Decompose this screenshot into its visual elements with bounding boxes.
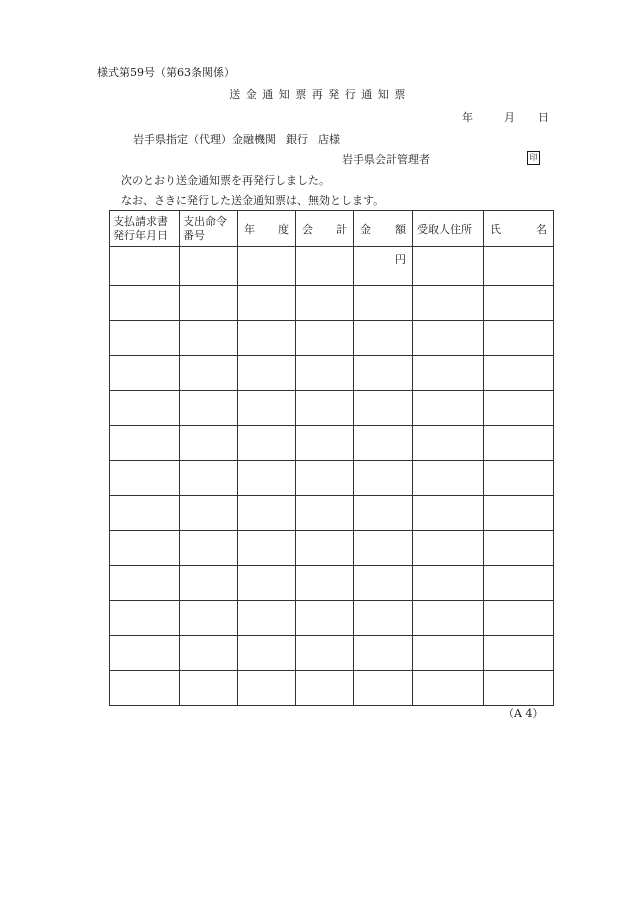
cell-fiscal-year[interactable] <box>238 286 296 321</box>
cell-fiscal-year[interactable] <box>238 671 296 706</box>
header-payment-request-date: 支払請求書 発行年月日 <box>110 211 180 247</box>
cell-name[interactable] <box>484 356 554 391</box>
cell-fiscal-year[interactable] <box>238 426 296 461</box>
table-row <box>110 321 554 356</box>
cell-account[interactable] <box>296 671 354 706</box>
body-text-2: なお、さきに発行した送金通知票は、無効とします。 <box>121 194 385 207</box>
cell-recipient-address[interactable] <box>413 601 484 636</box>
addressee-bank: 銀行 <box>286 133 308 146</box>
cell-account[interactable] <box>296 247 354 286</box>
cell-recipient-address[interactable] <box>413 321 484 356</box>
cell-amount[interactable] <box>354 601 413 636</box>
header-account: 会 計 <box>296 211 354 247</box>
cell-name[interactable] <box>484 636 554 671</box>
cell-recipient-address[interactable] <box>413 356 484 391</box>
cell-recipient-address[interactable] <box>413 286 484 321</box>
table-body <box>110 247 554 706</box>
cell-payment-request-date[interactable] <box>110 461 180 496</box>
cell-fiscal-year[interactable] <box>238 636 296 671</box>
date-line <box>462 111 549 125</box>
cell-payment-request-date[interactable] <box>110 566 180 601</box>
cell-account[interactable] <box>296 426 354 461</box>
table-row <box>110 426 554 461</box>
cell-recipient-address[interactable] <box>413 247 484 286</box>
header-order-number: 支出命令 番号 <box>180 211 238 247</box>
cell-payment-request-date[interactable] <box>110 496 180 531</box>
cell-payment-request-date[interactable] <box>110 671 180 706</box>
cell-amount[interactable] <box>354 426 413 461</box>
cell-account[interactable] <box>296 496 354 531</box>
cell-order-number[interactable] <box>180 286 238 321</box>
cell-account[interactable] <box>296 566 354 601</box>
cell-payment-request-date[interactable] <box>110 636 180 671</box>
cell-order-number[interactable] <box>180 356 238 391</box>
cell-recipient-address[interactable] <box>413 426 484 461</box>
cell-amount[interactable] <box>354 461 413 496</box>
cell-account[interactable] <box>296 461 354 496</box>
cell-order-number[interactable] <box>180 426 238 461</box>
form-number: 様式第59号（第63条関係） <box>97 66 235 79</box>
cell-name[interactable] <box>484 671 554 706</box>
cell-name[interactable] <box>484 286 554 321</box>
table-row <box>110 286 554 321</box>
cell-fiscal-year[interactable] <box>238 601 296 636</box>
table-row <box>110 636 554 671</box>
cell-name[interactable] <box>484 531 554 566</box>
cell-account[interactable] <box>296 356 354 391</box>
table-row <box>110 461 554 496</box>
header-amount: 金 額 <box>354 211 413 247</box>
yen-unit: 円 <box>395 253 406 266</box>
header-fiscal-year: 年 度 <box>238 211 296 247</box>
cell-payment-request-date[interactable] <box>110 391 180 426</box>
table-header-row <box>110 211 554 247</box>
cell-order-number[interactable] <box>180 601 238 636</box>
addressee-institution: 岩手県指定（代理）金融機関 <box>133 133 276 146</box>
cell-name[interactable] <box>484 247 554 286</box>
cell-amount[interactable] <box>354 321 413 356</box>
header-recipient-address: 受取人住所 <box>413 211 484 247</box>
cell-name[interactable] <box>484 321 554 356</box>
cell-amount[interactable] <box>354 531 413 566</box>
sender-name: 岩手県会計管理者 <box>342 153 430 166</box>
cell-payment-request-date[interactable] <box>110 426 180 461</box>
cell-order-number[interactable] <box>180 531 238 566</box>
date-month-label: 月 <box>504 111 515 124</box>
cell-order-number[interactable] <box>180 496 238 531</box>
cell-name[interactable] <box>484 601 554 636</box>
cell-amount[interactable] <box>354 286 413 321</box>
cell-order-number[interactable] <box>180 636 238 671</box>
table-row <box>110 391 554 426</box>
table-row <box>110 671 554 706</box>
date-day-label: 日 <box>538 111 549 124</box>
cell-name[interactable] <box>484 496 554 531</box>
reissue-table <box>109 210 554 706</box>
cell-amount[interactable] <box>354 671 413 706</box>
cell-fiscal-year[interactable] <box>238 566 296 601</box>
body-text-1: 次のとおり送金通知票を再発行しました。 <box>121 174 330 187</box>
cell-order-number[interactable] <box>180 671 238 706</box>
cell-account[interactable] <box>296 391 354 426</box>
seal-mark: 印 <box>527 151 540 165</box>
cell-payment-request-date[interactable] <box>110 601 180 636</box>
cell-name[interactable] <box>484 426 554 461</box>
paper-size-label: （A 4） <box>503 707 544 720</box>
cell-fiscal-year[interactable] <box>238 496 296 531</box>
cell-name[interactable] <box>484 391 554 426</box>
cell-account[interactable] <box>296 321 354 356</box>
cell-payment-request-date[interactable] <box>110 321 180 356</box>
cell-recipient-address[interactable] <box>413 391 484 426</box>
cell-recipient-address[interactable] <box>413 461 484 496</box>
cell-fiscal-year[interactable] <box>238 321 296 356</box>
addressee-branch: 店様 <box>318 133 340 146</box>
cell-amount[interactable] <box>354 496 413 531</box>
cell-name[interactable] <box>484 461 554 496</box>
cell-order-number[interactable] <box>180 321 238 356</box>
date-year-label: 年 <box>462 111 473 124</box>
header-name: 氏 名 <box>484 211 554 247</box>
cell-order-number[interactable] <box>180 247 238 286</box>
table-row <box>110 531 554 566</box>
cell-payment-request-date[interactable] <box>110 247 180 286</box>
cell-recipient-address[interactable] <box>413 496 484 531</box>
cell-amount[interactable] <box>354 356 413 391</box>
cell-fiscal-year[interactable] <box>238 391 296 426</box>
table-row <box>110 601 554 636</box>
cell-order-number[interactable] <box>180 461 238 496</box>
table-row <box>110 496 554 531</box>
cell-account[interactable] <box>296 601 354 636</box>
cell-payment-request-date[interactable] <box>110 356 180 391</box>
cell-account[interactable] <box>296 531 354 566</box>
cell-name[interactable] <box>484 566 554 601</box>
cell-fiscal-year[interactable] <box>238 247 296 286</box>
table-row <box>110 356 554 391</box>
cell-recipient-address[interactable] <box>413 531 484 566</box>
table-row <box>110 566 554 601</box>
cell-amount[interactable] <box>354 636 413 671</box>
cell-account[interactable] <box>296 636 354 671</box>
document-title: 送金通知票再発行通知票 <box>229 88 411 101</box>
cell-recipient-address[interactable] <box>413 566 484 601</box>
cell-order-number[interactable] <box>180 566 238 601</box>
cell-amount[interactable] <box>354 566 413 601</box>
cell-payment-request-date[interactable] <box>110 286 180 321</box>
cell-order-number[interactable] <box>180 391 238 426</box>
cell-amount[interactable] <box>354 391 413 426</box>
cell-fiscal-year[interactable] <box>238 461 296 496</box>
cell-fiscal-year[interactable] <box>238 356 296 391</box>
cell-recipient-address[interactable] <box>413 636 484 671</box>
cell-payment-request-date[interactable] <box>110 531 180 566</box>
cell-account[interactable] <box>296 286 354 321</box>
addressee <box>133 133 350 147</box>
cell-fiscal-year[interactable] <box>238 531 296 566</box>
table-row <box>110 247 554 286</box>
cell-recipient-address[interactable] <box>413 671 484 706</box>
cell-amount[interactable] <box>354 247 413 286</box>
